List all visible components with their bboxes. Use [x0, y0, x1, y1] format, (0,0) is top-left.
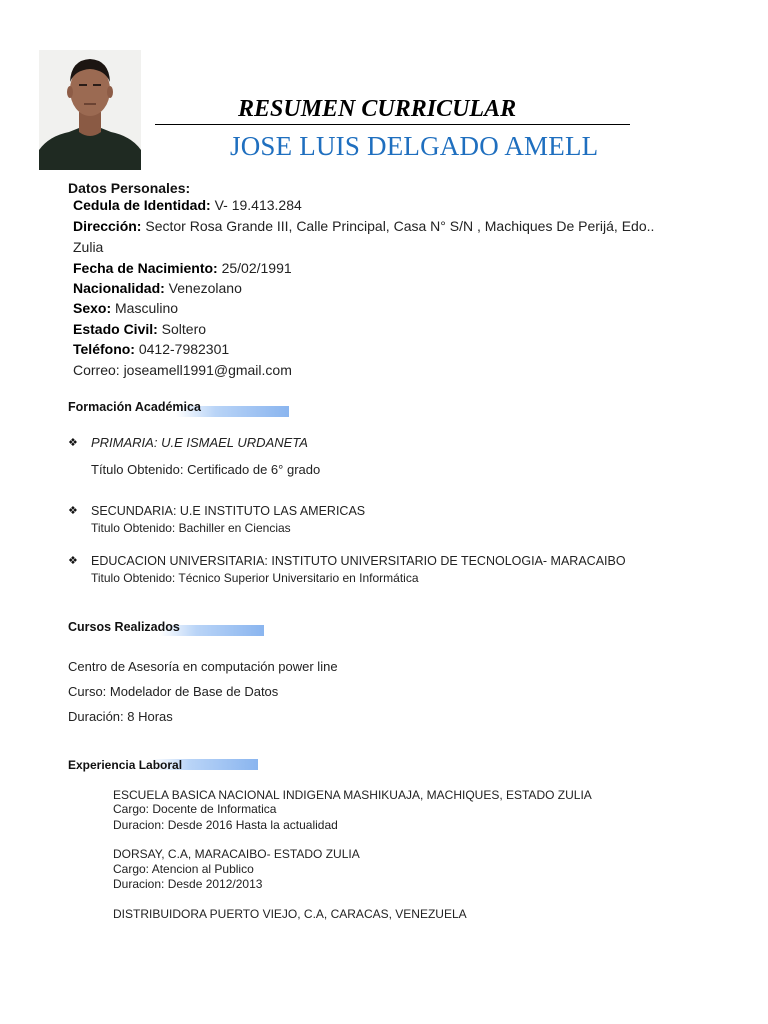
personal-data-heading: Datos Personales: — [68, 180, 191, 196]
id-value: V- 19.413.284 — [210, 197, 302, 213]
birth-line — [73, 260, 292, 276]
education-item-1-degree: Título Obtenido: Certificado de 6° grado — [91, 462, 321, 477]
job-2-role: Cargo: Atencion al Publico — [113, 862, 254, 876]
diamond-bullet-icon: ❖ — [68, 555, 78, 567]
education-item-2-degree: Titulo Obtenido: Bachiller en Ciencias — [91, 521, 291, 535]
education-heading: Formación Académica — [68, 400, 201, 414]
address-value: Sector Rosa Grande III, Calle Principal, Casa N° S/N , Machiques De Perijá, Edo.. — [141, 218, 655, 234]
diamond-bullet-icon: ❖ — [68, 505, 78, 517]
document-title: RESUMEN CURRICULAR — [238, 96, 517, 122]
civil-status-value: Soltero — [157, 321, 207, 337]
education-item-3-degree: Titulo Obtenido: Técnico Superior Universitario en Informática — [91, 571, 419, 585]
birth-label: Fecha de Nacimiento: — [73, 260, 218, 276]
job-1-role: Cargo: Docente de Informatica — [113, 802, 277, 816]
job-3-company: DISTRIBUIDORA PUERTO VIEJO, C.A, CARACAS, VENEZUELA — [113, 907, 467, 921]
address-label: Dirección: — [73, 218, 142, 234]
job-2-company: DORSAY, C.A, MARACAIBO- ESTADO ZULIA — [113, 847, 360, 861]
birth-value: 25/02/1991 — [217, 260, 292, 276]
sex-value: Masculino — [111, 300, 179, 316]
sex-label: Sexo: — [73, 300, 112, 316]
courses-heading: Cursos Realizados — [68, 620, 180, 634]
course-line-1: Centro de Asesoría en computación power line — [68, 659, 338, 674]
title-underline — [155, 124, 630, 125]
phone-label: Teléfono: — [73, 341, 135, 357]
education-item-1-name: PRIMARIA: U.E ISMAEL URDANETA — [91, 435, 308, 450]
person-name: JOSE LUIS DELGADO AMELL — [230, 131, 599, 161]
experience-heading: Experiencia Laboral — [68, 758, 183, 772]
education-item-2-name: SECUNDARIA: U.E INSTITUTO LAS AMERICAS — [91, 504, 366, 518]
sex-line — [73, 300, 178, 316]
nationality-value: Venezolano — [164, 280, 242, 296]
job-1-duration: Duracion: Desde 2016 Hasta la actualidad — [113, 818, 338, 832]
profile-photo — [39, 50, 141, 170]
job-1-company: ESCUELA BASICA NACIONAL INDIGENA MASHIKUAJA, MACHIQUES, ESTADO ZULIA — [113, 788, 592, 802]
id-line — [73, 197, 302, 213]
nationality-line — [73, 280, 242, 296]
email-line: Correo: joseamell1991@gmail.com — [73, 362, 292, 378]
education-item-3-name: EDUCACION UNIVERSITARIA: INSTITUTO UNIVERSITARIO DE TECNOLOGIA- MARACAIBO — [91, 554, 626, 568]
civil-status-line — [73, 321, 206, 337]
address-line — [73, 218, 654, 234]
job-2-duration: Duracion: Desde 2012/2013 — [113, 877, 263, 891]
id-label: Cedula de Identidad: — [73, 197, 211, 213]
phone-value: 0412-7982301 — [134, 341, 230, 357]
civil-status-label: Estado Civil: — [73, 321, 158, 337]
course-line-2: Curso: Modelador de Base de Datos — [68, 684, 279, 699]
diamond-bullet-icon: ❖ — [68, 437, 78, 449]
nationality-label: Nacionalidad: — [73, 280, 165, 296]
course-line-3: Duración: 8 Horas — [68, 709, 173, 724]
address-continuation: Zulia — [73, 239, 104, 255]
phone-line — [73, 341, 229, 357]
